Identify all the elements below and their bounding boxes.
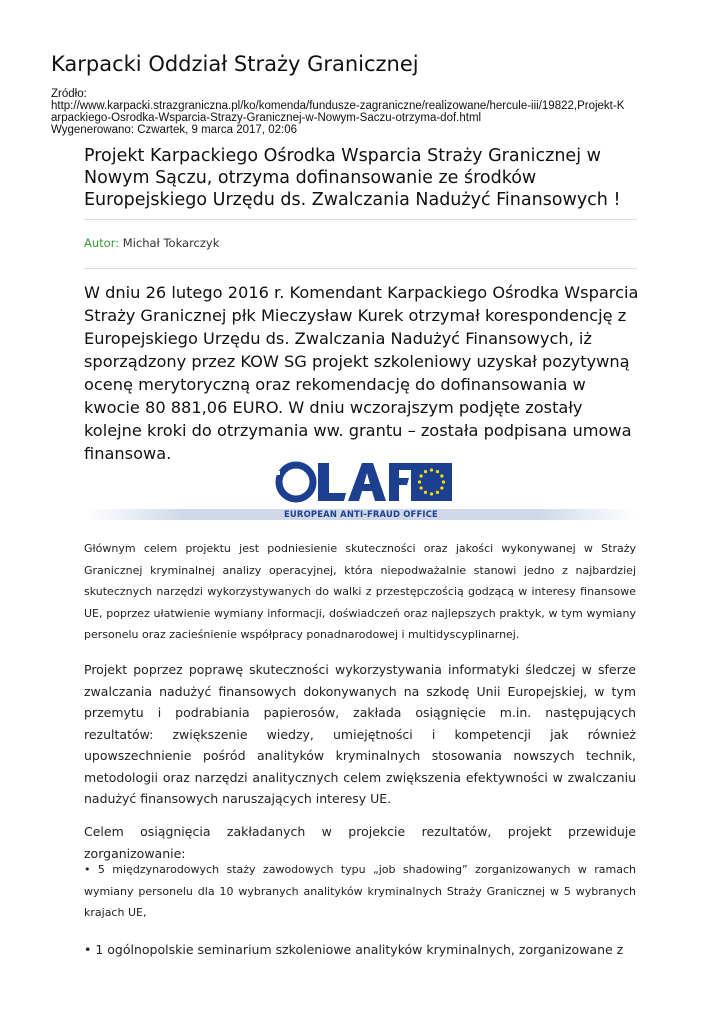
site-title: Karpacki Oddział Straży Granicznej (51, 52, 419, 76)
page-meta (51, 88, 681, 136)
divider (84, 219, 637, 220)
source-label: Źródło: (51, 88, 87, 100)
source-url-line-2[interactable]: arpackiego-Osrodka-Wsparcia-Strazy-Granicznej-w-Nowym-Saczu-otrzyma-dof.html (51, 112, 482, 124)
generated-date: Wygenerowano: Czwartek, 9 marca 2017, 02:06 (51, 124, 297, 136)
olaf-logo (86, 458, 636, 522)
author-label: Autor: (84, 236, 120, 250)
bullet-item-2: • 1 ogólnopolskie seminarium szkoleniowe analityków kryminalnych, zorganizowane z (84, 942, 624, 957)
olaf-logo-mark (86, 458, 636, 510)
source-url-line-1[interactable]: http://www.karpacki.strazgraniczna.pl/ko/komenda/fundusze-zagraniczne/realizowane/hercule-iii/19822,Projekt-K (51, 100, 625, 112)
author-name: Michał Tokarczyk (122, 236, 220, 250)
body-paragraph-1: Głównym celem projektu jest podniesienie skuteczności oraz jakości wykonywanej w Straży Granicznej kryminalnej analizy operacyjnej, która niepodważalnie stanowi jedno z najbardziej skutecznych narzędzi wykorzystywanych do walki z przestępczością godzącą w interesy finansowe UE, poprzez ułatwienie wymiany informacji, doświadczeń oraz najlepszych praktyk, w tym wymiany personelu oraz zacieśnienie współpracy ponadnarodowej i multidyscyplinarnej. (84, 542, 636, 641)
divider (84, 268, 637, 269)
body-paragraph-3: Celem osiągnięcia zakładanych w projekcie rezultatów, projekt przewiduje zorganizowanie: (84, 824, 636, 861)
article-lead: W dniu 26 lutego 2016 r. Komendant Karpackiego Ośrodka Wsparcia Straży Granicznej płk Mieczysław Kurek otrzymał korespondencję z Europejskiego Urzędu ds. Zwalczania Nadużyć Finansowych, iż sporządzony przez KOW SG projekt szkoleniowy uzyskał pozytywną ocenę merytoryczną oraz rekomendację do dofinansowania w kwocie 80 881,06 EURO. W dniu wczorajszym podjęte zostały kolejne kroki do otrzymania ww. grantu – została podpisana umowa finansowa. (84, 283, 639, 463)
author-line (84, 236, 219, 250)
article-title: Projekt Karpackiego Ośrodka Wsparcia Straży Granicznej w Nowym Sączu, otrzyma dofinansowanie ze środków Europejskiego Urzędu ds. Zwalczania Nadużyć Finansowych ! (84, 146, 621, 210)
logo-subtitle: EUROPEAN ANTI-FRAUD OFFICE (284, 509, 438, 519)
bullet-item-1: • 5 międzynarodowych staży zawodowych typu „job shadowing” zorganizowanych w ramach wymiany personelu dla 10 wybranych analityków kryminalnych Straży Granicznej w 5 wybranych krajach UE, (84, 863, 636, 919)
body-paragraph-2: Projekt poprzez poprawę skuteczności wykorzystywania informatyki śledczej w sferze zwalczania nadużyć finansowych dokonywanych na szkodę Unii Europejskiej, w tym przemytu i podrabiania papierosów, zakłada osiągnięcie m.in. następujących rezultatów: zwiększenie wiedzy, umiejętności i kompetencji jak również upowszechnienie pośród analityków kryminalnych stosowania nowszych technik, metodologii oraz narzędzi analitycznych celem zwiększenia efektywności w zwalczaniu nadużyć finansowych naruszających interesy UE. (84, 662, 636, 806)
